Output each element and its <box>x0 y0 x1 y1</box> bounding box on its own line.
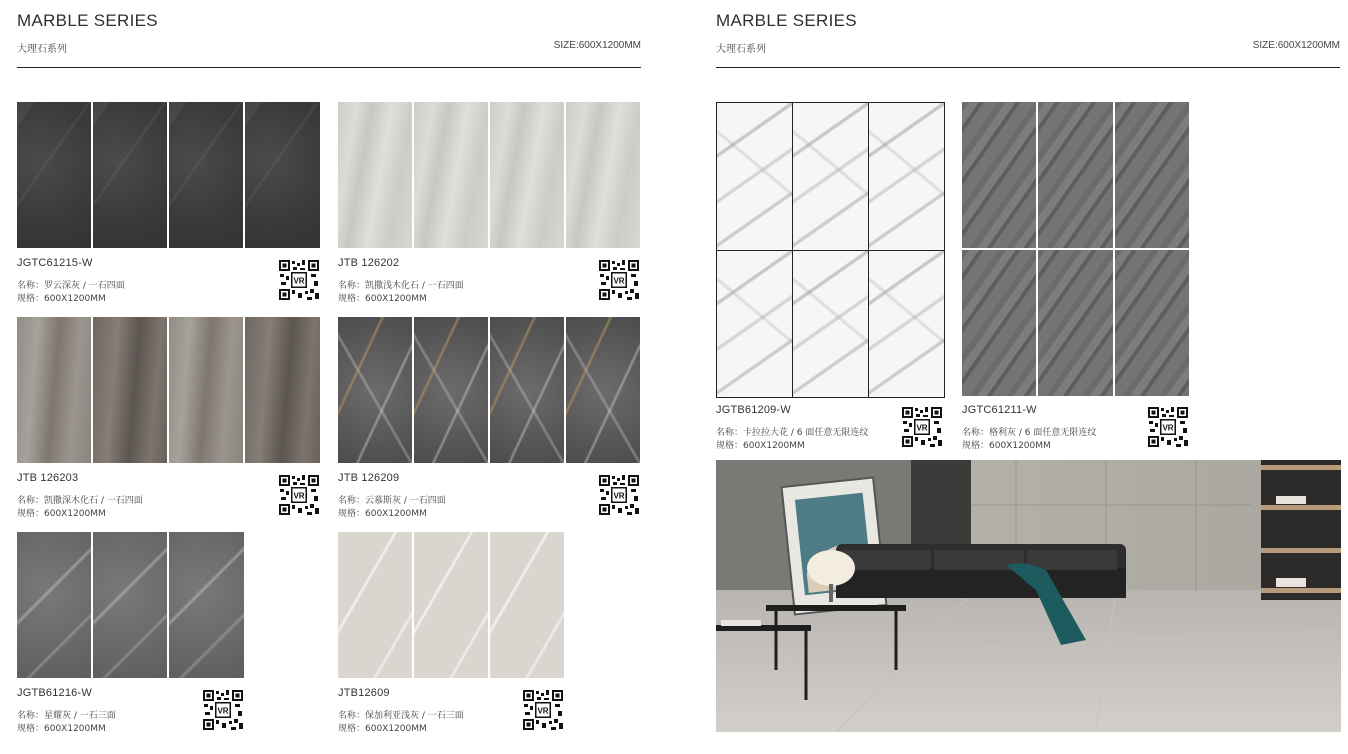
tile-swatch <box>17 102 320 248</box>
product-spec: 规格：600X1200MM <box>716 441 805 451</box>
product-spec: 规格：600X1200MM <box>17 724 106 734</box>
header-rule <box>716 67 1340 68</box>
tile-swatch <box>17 532 244 678</box>
product-code: JGTB61209-W <box>716 404 791 416</box>
series-subtitle: 大理石系列 <box>716 44 766 55</box>
qr-code-icon[interactable] <box>278 259 320 301</box>
product-code: JGTC61215-W <box>17 257 93 269</box>
product-spec: 规格：600X1200MM <box>338 509 427 519</box>
series-subtitle: 大理石系列 <box>17 44 67 55</box>
tile-swatch <box>962 102 1189 396</box>
header-rule <box>17 67 641 68</box>
product-name: 名称：云慕斯灰 / 一石四面 <box>338 496 446 506</box>
product-name: 名称：保加利亚浅灰 / 一石三面 <box>338 711 464 721</box>
product-spec: 规格：600X1200MM <box>338 724 427 734</box>
product-spec: 规格：600X1200MM <box>962 441 1051 451</box>
product-name: 名称：凯撒浅木化石 / 一石四面 <box>338 281 464 291</box>
product-code: JGTB61216-W <box>17 687 92 699</box>
product-code: JGTC61211-W <box>962 404 1037 416</box>
size-label: SIZE:600X1200MM <box>553 40 641 51</box>
product-name: 名称：格利灰 / 6 面任意无限连纹 <box>962 428 1097 438</box>
product-code: JTB12609 <box>338 687 390 699</box>
tile-swatch <box>17 317 320 463</box>
product-spec: 规格：600X1200MM <box>338 294 427 304</box>
qr-code-icon[interactable] <box>202 689 244 731</box>
product-code: JTB 126202 <box>338 257 400 269</box>
product-name: 名称：凯撒深木化石 / 一石四面 <box>17 496 143 506</box>
series-title: MARBLE SERIES <box>716 11 857 30</box>
qr-code-icon[interactable] <box>901 406 943 448</box>
size-label: SIZE:600X1200MM <box>1252 40 1340 51</box>
living-room-photo <box>716 460 1341 732</box>
qr-code-icon[interactable] <box>598 474 640 516</box>
product-code: JTB 126209 <box>338 472 400 484</box>
product-name: 名称：卡拉拉大花 / 6 面任意无限连纹 <box>716 428 869 438</box>
tile-swatch <box>716 102 945 398</box>
qr-code-icon[interactable] <box>278 474 320 516</box>
product-name: 名称：星耀灰 / 一石三面 <box>17 711 116 721</box>
product-name: 名称：罗云深灰 / 一石四面 <box>17 281 125 291</box>
qr-code-icon[interactable] <box>598 259 640 301</box>
product-spec: 规格：600X1200MM <box>17 509 106 519</box>
tile-swatch <box>338 532 564 678</box>
tile-swatch <box>338 317 640 463</box>
product-spec: 规格：600X1200MM <box>17 294 106 304</box>
qr-code-icon[interactable] <box>1147 406 1189 448</box>
qr-code-icon[interactable] <box>522 689 564 731</box>
series-title: MARBLE SERIES <box>17 11 158 30</box>
tile-swatch <box>338 102 640 248</box>
product-code: JTB 126203 <box>17 472 79 484</box>
